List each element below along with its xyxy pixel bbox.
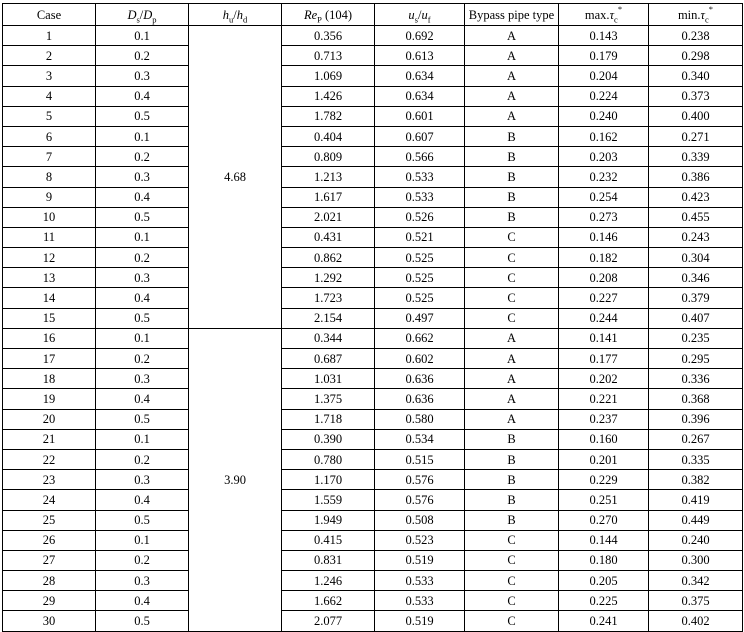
col-header-max-tau	[559, 4, 649, 26]
cell-case: 6	[3, 126, 96, 146]
min-prefix: min.	[677, 7, 701, 22]
cell-min-tau: 0.396	[649, 409, 743, 429]
col-header-ds-dp	[96, 4, 189, 26]
cell-min-tau: 0.346	[649, 268, 743, 288]
cell-rep: 0.862	[282, 248, 375, 268]
cell-min-tau: 0.340	[649, 66, 743, 86]
cell-ds-dp: 0.1	[96, 429, 189, 449]
cell-rep: 2.021	[282, 207, 375, 227]
table-row	[3, 288, 743, 308]
cell-ds-dp: 0.4	[96, 591, 189, 611]
cell-max-tau: 0.180	[559, 550, 649, 570]
cell-rep: 0.713	[282, 46, 375, 66]
cell-rep: 0.809	[282, 147, 375, 167]
table-row	[3, 409, 743, 429]
cell-ds-dp: 0.1	[96, 227, 189, 247]
cell-us-uf: 0.525	[375, 248, 465, 268]
cell-ds-dp: 0.2	[96, 349, 189, 369]
cell-ds-dp: 0.3	[96, 268, 189, 288]
cell-bypass-type: A	[465, 26, 559, 46]
cell-us-uf: 0.525	[375, 288, 465, 308]
cell-bypass-type: C	[465, 268, 559, 288]
cell-ds-dp: 0.4	[96, 288, 189, 308]
table-row	[3, 46, 743, 66]
cell-ds-dp: 0.2	[96, 46, 189, 66]
cell-ds-dp: 0.4	[96, 187, 189, 207]
cell-bypass-type: C	[465, 227, 559, 247]
table-row	[3, 187, 743, 207]
cell-ds-dp: 0.2	[96, 248, 189, 268]
cell-case: 28	[3, 571, 96, 591]
dp-symbol: D	[143, 7, 153, 22]
table-row	[3, 490, 743, 510]
cell-us-uf: 0.523	[375, 530, 465, 550]
cell-min-tau: 0.375	[649, 591, 743, 611]
cell-bypass-type: B	[465, 126, 559, 146]
cell-min-tau: 0.235	[649, 328, 743, 348]
cell-us-uf: 0.636	[375, 369, 465, 389]
uf-symbol: u	[421, 7, 428, 22]
cell-us-uf: 0.601	[375, 106, 465, 126]
cell-max-tau: 0.182	[559, 248, 649, 268]
cell-rep: 1.246	[282, 571, 375, 591]
cell-us-uf: 0.533	[375, 167, 465, 187]
cell-us-uf: 0.692	[375, 26, 465, 46]
cell-case: 26	[3, 530, 96, 550]
min-tau-symbol: τ	[700, 7, 706, 22]
us-symbol: u	[408, 7, 415, 22]
cell-max-tau: 0.144	[559, 530, 649, 550]
cell-bypass-type: B	[465, 187, 559, 207]
cell-rep: 1.718	[282, 409, 375, 429]
cell-us-uf: 0.607	[375, 126, 465, 146]
cell-case: 20	[3, 409, 96, 429]
cell-rep: 1.292	[282, 268, 375, 288]
max-tau-superscript: *	[617, 4, 623, 15]
cell-rep: 0.415	[282, 530, 375, 550]
cell-bypass-type: C	[465, 611, 559, 631]
cell-bypass-type: A	[465, 46, 559, 66]
cell-us-uf: 0.602	[375, 349, 465, 369]
cell-ds-dp: 0.3	[96, 369, 189, 389]
cell-ds-dp: 0.3	[96, 470, 189, 490]
cell-min-tau: 0.423	[649, 187, 743, 207]
cell-case: 15	[3, 308, 96, 328]
cell-rep: 0.780	[282, 449, 375, 469]
cell-us-uf: 0.533	[375, 187, 465, 207]
cell-ds-dp: 0.3	[96, 571, 189, 591]
cell-rep: 0.431	[282, 227, 375, 247]
cell-min-tau: 0.379	[649, 288, 743, 308]
cell-bypass-type: C	[465, 571, 559, 591]
table-row	[3, 248, 743, 268]
table-row	[3, 268, 743, 288]
cell-ds-dp: 0.5	[96, 409, 189, 429]
cell-bypass-type: A	[465, 328, 559, 348]
cell-max-tau: 0.177	[559, 349, 649, 369]
results-table	[2, 3, 743, 632]
cell-rep: 1.617	[282, 187, 375, 207]
min-tau-superscript: *	[708, 4, 714, 15]
cell-us-uf: 0.526	[375, 207, 465, 227]
cell-max-tau: 0.254	[559, 187, 649, 207]
table-row	[3, 550, 743, 570]
cell-bypass-type: B	[465, 490, 559, 510]
cell-max-tau: 0.273	[559, 207, 649, 227]
hu-symbol: h	[222, 7, 229, 22]
cell-bypass-type: A	[465, 66, 559, 86]
cell-min-tau: 0.400	[649, 106, 743, 126]
cell-max-tau: 0.201	[559, 449, 649, 469]
cell-us-uf: 0.533	[375, 591, 465, 611]
table-row	[3, 328, 743, 348]
cell-case: 3	[3, 66, 96, 86]
table-row	[3, 86, 743, 106]
cell-min-tau: 0.419	[649, 490, 743, 510]
cell-bypass-type: B	[465, 510, 559, 530]
cell-ds-dp: 0.1	[96, 328, 189, 348]
cell-case: 17	[3, 349, 96, 369]
col-header-min-tau	[649, 4, 743, 26]
cell-min-tau: 0.335	[649, 449, 743, 469]
max-prefix: max.	[584, 7, 610, 22]
cell-rep: 0.831	[282, 550, 375, 570]
cell-rep: 1.559	[282, 490, 375, 510]
ds-subscript: s	[136, 14, 140, 24]
cell-bypass-type: C	[465, 308, 559, 328]
cell-max-tau: 0.225	[559, 591, 649, 611]
cell-min-tau: 0.386	[649, 167, 743, 187]
table-row	[3, 227, 743, 247]
cell-max-tau: 0.146	[559, 227, 649, 247]
cell-bypass-type: C	[465, 530, 559, 550]
cell-bypass-type: A	[465, 86, 559, 106]
cell-ds-dp: 0.3	[96, 66, 189, 86]
cell-min-tau: 0.368	[649, 389, 743, 409]
col-header-hu-hd	[189, 4, 282, 26]
cell-min-tau: 0.271	[649, 126, 743, 146]
col-header-rep	[282, 4, 375, 26]
cell-ds-dp: 0.1	[96, 26, 189, 46]
table-row	[3, 26, 743, 46]
cell-max-tau: 0.224	[559, 86, 649, 106]
cell-max-tau: 0.162	[559, 126, 649, 146]
cell-us-uf: 0.534	[375, 429, 465, 449]
cell-max-tau: 0.241	[559, 611, 649, 631]
dp-subscript: p	[152, 14, 157, 24]
cell-us-uf: 0.662	[375, 328, 465, 348]
col-header-bypass	[465, 4, 559, 26]
table-row	[3, 147, 743, 167]
cell-case: 30	[3, 611, 96, 631]
cell-case: 9	[3, 187, 96, 207]
cell-hu-hd-group: 4.68	[189, 26, 282, 329]
cell-us-uf: 0.636	[375, 389, 465, 409]
cell-ds-dp: 0.1	[96, 126, 189, 146]
cell-rep: 0.344	[282, 328, 375, 348]
table-row	[3, 449, 743, 469]
bypass-header-text: Bypass pipe type	[468, 7, 555, 22]
cell-min-tau: 0.298	[649, 46, 743, 66]
cell-ds-dp: 0.5	[96, 207, 189, 227]
cell-case: 29	[3, 591, 96, 611]
cell-rep: 0.356	[282, 26, 375, 46]
cell-ds-dp: 0.2	[96, 449, 189, 469]
cell-rep: 0.687	[282, 349, 375, 369]
cell-case: 22	[3, 449, 96, 469]
cell-max-tau: 0.208	[559, 268, 649, 288]
cell-rep: 1.170	[282, 470, 375, 490]
case-header-text: Case	[36, 7, 62, 22]
cell-min-tau: 0.449	[649, 510, 743, 530]
table-row	[3, 207, 743, 227]
cell-bypass-type: A	[465, 369, 559, 389]
cell-min-tau: 0.342	[649, 571, 743, 591]
cell-max-tau: 0.221	[559, 389, 649, 409]
cell-bypass-type: C	[465, 248, 559, 268]
cell-bypass-type: B	[465, 147, 559, 167]
cell-min-tau: 0.300	[649, 550, 743, 570]
cell-max-tau: 0.232	[559, 167, 649, 187]
cell-case: 13	[3, 268, 96, 288]
cell-bypass-type: B	[465, 470, 559, 490]
cell-bypass-type: A	[465, 389, 559, 409]
cell-max-tau: 0.229	[559, 470, 649, 490]
cell-min-tau: 0.339	[649, 147, 743, 167]
cell-min-tau: 0.295	[649, 349, 743, 369]
table-row	[3, 530, 743, 550]
cell-max-tau: 0.143	[559, 26, 649, 46]
cell-min-tau: 0.240	[649, 530, 743, 550]
cell-bypass-type: A	[465, 349, 559, 369]
re-subscript: P	[317, 14, 322, 24]
ds-symbol: D	[127, 7, 137, 22]
table-row	[3, 611, 743, 631]
cell-bypass-type: A	[465, 409, 559, 429]
cell-max-tau: 0.240	[559, 106, 649, 126]
cell-us-uf: 0.613	[375, 46, 465, 66]
cell-rep: 1.375	[282, 389, 375, 409]
cell-case: 23	[3, 470, 96, 490]
cell-rep: 1.069	[282, 66, 375, 86]
cell-ds-dp: 0.5	[96, 611, 189, 631]
min-tau-subscript: c	[705, 14, 709, 24]
re-unit: (104)	[321, 7, 353, 22]
cell-us-uf: 0.521	[375, 227, 465, 247]
table-row	[3, 66, 743, 86]
table-row	[3, 349, 743, 369]
hu-subscript: u	[229, 14, 234, 24]
cell-max-tau: 0.227	[559, 288, 649, 308]
hd-subscript: d	[242, 14, 248, 24]
cell-ds-dp: 0.4	[96, 86, 189, 106]
header-row	[3, 4, 743, 26]
cell-min-tau: 0.382	[649, 470, 743, 490]
col-header-us-uf	[375, 4, 465, 26]
cell-rep: 1.782	[282, 106, 375, 126]
cell-hu-hd-group: 3.90	[189, 328, 282, 631]
us-uf-slash: /	[417, 7, 422, 22]
cell-us-uf: 0.580	[375, 409, 465, 429]
cell-rep: 1.662	[282, 591, 375, 611]
cell-min-tau: 0.455	[649, 207, 743, 227]
cell-ds-dp: 0.4	[96, 389, 189, 409]
cell-case: 14	[3, 288, 96, 308]
cell-rep: 0.390	[282, 429, 375, 449]
cell-case: 21	[3, 429, 96, 449]
table-row	[3, 470, 743, 490]
cell-min-tau: 0.238	[649, 26, 743, 46]
cell-ds-dp: 0.2	[96, 147, 189, 167]
uf-subscript: f	[427, 14, 431, 24]
cell-min-tau: 0.243	[649, 227, 743, 247]
cell-case: 11	[3, 227, 96, 247]
cell-rep: 0.404	[282, 126, 375, 146]
cell-rep: 1.031	[282, 369, 375, 389]
cell-min-tau: 0.267	[649, 429, 743, 449]
cell-max-tau: 0.270	[559, 510, 649, 530]
cell-case: 1	[3, 26, 96, 46]
cell-ds-dp: 0.5	[96, 106, 189, 126]
cell-min-tau: 0.402	[649, 611, 743, 631]
cell-case: 8	[3, 167, 96, 187]
cell-us-uf: 0.533	[375, 571, 465, 591]
cell-us-uf: 0.519	[375, 611, 465, 631]
cell-max-tau: 0.237	[559, 409, 649, 429]
cell-us-uf: 0.515	[375, 449, 465, 469]
table-body	[3, 26, 743, 632]
table-row	[3, 126, 743, 146]
cell-max-tau: 0.160	[559, 429, 649, 449]
max-tau-subscript: c	[614, 14, 618, 24]
cell-us-uf: 0.576	[375, 470, 465, 490]
cell-min-tau: 0.336	[649, 369, 743, 389]
ds-dp-slash: /	[139, 7, 144, 22]
cell-case: 27	[3, 550, 96, 570]
cell-rep: 1.949	[282, 510, 375, 530]
cell-case: 2	[3, 46, 96, 66]
cell-max-tau: 0.179	[559, 46, 649, 66]
cell-min-tau: 0.304	[649, 248, 743, 268]
cell-case: 4	[3, 86, 96, 106]
table-row	[3, 510, 743, 530]
cell-rep: 1.426	[282, 86, 375, 106]
table-row	[3, 571, 743, 591]
cell-max-tau: 0.204	[559, 66, 649, 86]
cell-ds-dp: 0.5	[96, 510, 189, 530]
table-row	[3, 106, 743, 126]
cell-rep: 1.213	[282, 167, 375, 187]
cell-case: 24	[3, 490, 96, 510]
cell-case: 16	[3, 328, 96, 348]
cell-us-uf: 0.525	[375, 268, 465, 288]
cell-ds-dp: 0.2	[96, 550, 189, 570]
cell-case: 19	[3, 389, 96, 409]
cell-rep: 1.723	[282, 288, 375, 308]
cell-bypass-type: C	[465, 591, 559, 611]
cell-max-tau: 0.244	[559, 308, 649, 328]
cell-rep: 2.077	[282, 611, 375, 631]
table-row	[3, 369, 743, 389]
cell-max-tau: 0.203	[559, 147, 649, 167]
cell-us-uf: 0.508	[375, 510, 465, 530]
hd-symbol: h	[236, 7, 243, 22]
cell-max-tau: 0.205	[559, 571, 649, 591]
cell-case: 7	[3, 147, 96, 167]
cell-case: 25	[3, 510, 96, 530]
cell-bypass-type: B	[465, 207, 559, 227]
cell-us-uf: 0.519	[375, 550, 465, 570]
cell-bypass-type: B	[465, 429, 559, 449]
cell-us-uf: 0.634	[375, 86, 465, 106]
re-symbol: Re	[303, 7, 318, 22]
cell-min-tau: 0.407	[649, 308, 743, 328]
table-row	[3, 429, 743, 449]
cell-us-uf: 0.497	[375, 308, 465, 328]
cell-us-uf: 0.576	[375, 490, 465, 510]
cell-min-tau: 0.373	[649, 86, 743, 106]
cell-us-uf: 0.634	[375, 66, 465, 86]
cell-bypass-type: C	[465, 288, 559, 308]
table-row	[3, 308, 743, 328]
cell-ds-dp: 0.5	[96, 308, 189, 328]
cell-bypass-type: B	[465, 167, 559, 187]
col-header-case	[3, 4, 96, 26]
cell-bypass-type: A	[465, 106, 559, 126]
cell-ds-dp: 0.4	[96, 490, 189, 510]
table-row	[3, 389, 743, 409]
table-row	[3, 167, 743, 187]
cell-ds-dp: 0.1	[96, 530, 189, 550]
cell-rep: 2.154	[282, 308, 375, 328]
table-row	[3, 591, 743, 611]
cell-case: 10	[3, 207, 96, 227]
cell-us-uf: 0.566	[375, 147, 465, 167]
cell-case: 12	[3, 248, 96, 268]
cell-max-tau: 0.251	[559, 490, 649, 510]
cell-max-tau: 0.141	[559, 328, 649, 348]
max-tau-symbol: τ	[609, 7, 615, 22]
cell-bypass-type: B	[465, 449, 559, 469]
us-subscript: s	[414, 14, 418, 24]
cell-case: 5	[3, 106, 96, 126]
cell-max-tau: 0.202	[559, 369, 649, 389]
cell-ds-dp: 0.3	[96, 167, 189, 187]
hu-hd-slash: /	[233, 7, 237, 22]
cell-bypass-type: C	[465, 550, 559, 570]
cell-case: 18	[3, 369, 96, 389]
